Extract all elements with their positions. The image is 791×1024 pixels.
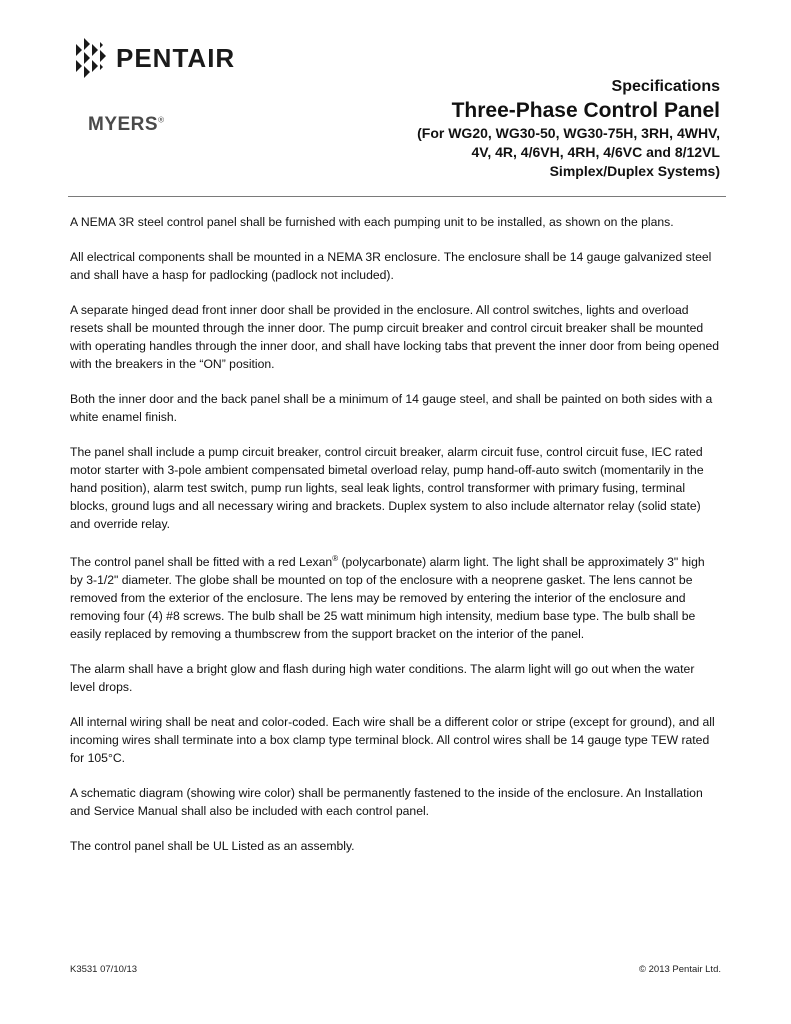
paragraph: All internal wiring shall be neat and color-coded. Each wire shall be a different color or stripe (except for ground), and all incoming wires shall terminate into a box clamp type terminal block. All control wires shall be 14 gauge type TEW rated for 105°C. [70,715,715,766]
specification-body [70,213,720,872]
paragraph: The control panel shall be UL Listed as an assembly. [70,839,355,854]
paragraph-text: (polycarbonate) alarm light. The light shall be approximately 3" high by 3-1/2" diameter. The globe shall be mounted on top of the enclosure with a neoprene gasket. The lens cannot be removed from the exterior of the enclosure. The lens may be removed by entering the interior of the enclosure and removing four (4) #8 screws. The bulb shall be 25 watt minimum high intensity, medium base type. The bulb shall be easily replaced by removing a thumbscrew from the support bracket on the interior of the panel. [70,555,705,642]
copyright-notice: © 2013 Pentair Ltd. [639,964,721,975]
pentair-logo [72,34,235,82]
paragraph-alarm-light [70,550,720,643]
myers-registered-mark: ® [158,115,165,125]
pentair-mark-icon [72,34,112,82]
paragraph: A schematic diagram (showing wire color) shall be permanently fastened to the inside of the enclosure. An Installation and Service Manual shall also be included with each control panel. [70,786,703,819]
myers-logo [88,114,164,136]
header-divider [68,196,726,197]
document-header [417,76,720,181]
paragraph: All electrical components shall be mounted in a NEMA 3R enclosure. The enclosure shall be 14 gauge galvanized steel and shall have a hasp for padlocking (padlock not included). [70,250,712,282]
subtitle-line: (For WG20, WG30-50, WG30-75H, 3RH, 4WHV, [417,125,720,141]
subtitle-line: 4V, 4R, 4/6VH, 4RH, 4/6VC and 8/12VL [471,144,720,160]
myers-wordmark: MYERS [88,114,159,135]
registered-mark: ® [332,554,339,563]
document-code: K3531 07/10/13 [70,964,138,975]
paragraph: A separate hinged dead front inner door shall be provided in the enclosure. All control switches, lights and overload resets shall be mounted through the inner door. The pump circuit breaker and control circuit breaker shall be mounted with operating handles through the inner door, and shall have locking tabs that prevent the inner door from being opened with the breakers in the “ON” position. [70,303,720,371]
paragraph: Both the inner door and the back panel shall be a minimum of 14 gauge steel, and shall be painted on both sides with a white enamel finish. [70,392,713,424]
paragraph: A NEMA 3R steel control panel shall be furnished with each pumping unit to be installed, as shown on the plans. [70,215,674,229]
subtitle-line: Simplex/Duplex Systems) [549,163,720,179]
specifications-label: Specifications [611,78,720,95]
paragraph: The alarm shall have a bright glow and flash during high water conditions. The alarm light will go out when the water level drops. [70,662,695,695]
page-title: Three-Phase Control Panel [451,99,720,122]
paragraph-text: The control panel shall be fitted with a red Lexan [70,555,333,570]
paragraph: The panel shall include a pump circuit breaker, control circuit breaker, alarm circuit fuse, control circuit fuse, IEC rated motor starter with 3-pole ambient compensated bimetal overload relay, pump hand-off-auto switch (momentarily in the hand position), alarm test switch, pump run lights, seal leak lights, control transformer with primary fusing, terminal blocks, ground lugs and all necessary wiring and brackets. Duplex system to also include alternator relay (solid state) and override relay. [70,445,704,531]
pentair-wordmark: PENTAIR [116,42,236,73]
